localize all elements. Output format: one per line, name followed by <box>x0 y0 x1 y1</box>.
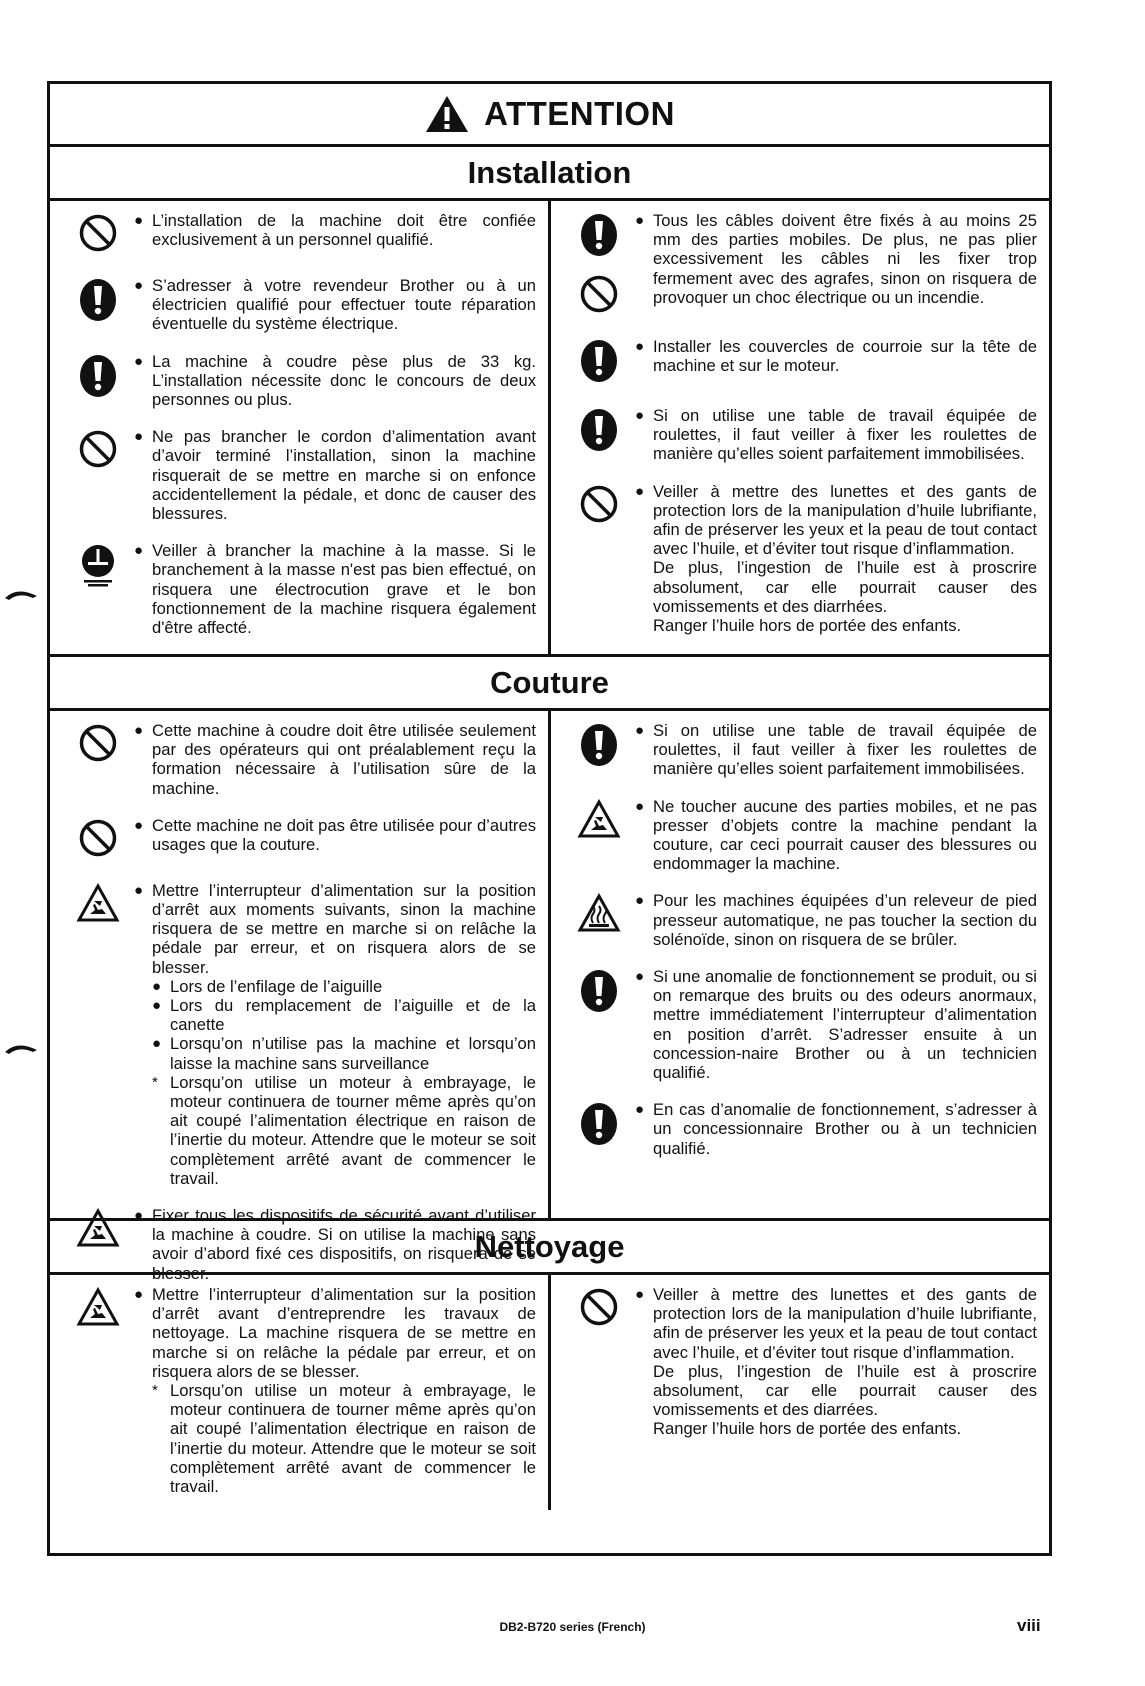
notice-body <box>134 881 536 1188</box>
safety-notice <box>563 337 1037 388</box>
prohibition-icon <box>78 429 118 474</box>
notice-text: S’adresser à votre revendeur Brother ou à un électricien qualifié pour effectuer toute réparation éventuelle du système électrique. <box>152 276 536 334</box>
notice-icons <box>563 337 635 388</box>
notice-extra-paragraph <box>635 1362 1037 1420</box>
notice-text: Lorsqu’on utilise un moteur à embrayage, le moteur continuera de tourner même après qu’on ait coupé l’alimentation électrique en raison de l’inertie du moteur. Attendre que le moteur se soit complètement arrêté avant de commencer le travail. <box>170 1381 536 1497</box>
nettoyage-title: Nettoyage <box>474 1228 625 1264</box>
installation-right-column <box>548 201 1049 654</box>
safety-notice <box>62 211 536 258</box>
bullet-marker: ● <box>134 542 144 560</box>
bullet-marker: ● <box>635 1101 645 1119</box>
notice-body <box>635 211 1037 307</box>
notice-body <box>134 1285 536 1496</box>
notice-body <box>635 337 1037 375</box>
notice-icons <box>62 211 134 258</box>
mandatory-action-icon <box>579 969 619 1018</box>
bullet-marker: ● <box>635 968 645 986</box>
bullet-marker: ● <box>635 338 645 355</box>
asterisk-note <box>134 1073 536 1188</box>
notice-body <box>635 1285 1037 1439</box>
prohibition-icon <box>78 213 118 258</box>
notice-text: Lors du remplacement de l’aiguille et de la canette <box>170 996 536 1035</box>
nettoyage-section <box>50 1275 1049 1510</box>
notice-paragraph <box>635 967 1037 1082</box>
notice-body <box>635 1100 1037 1158</box>
safety-notice <box>62 1285 536 1496</box>
attention-sheet <box>47 81 1052 1556</box>
notice-text: De plus, l’ingestion de l’huile est à proscrire absolument, car elle pourrait causer des vomissements et des diarrées. <box>653 1361 1037 1420</box>
bullet-marker: ● <box>635 482 645 500</box>
bullet-marker: ● <box>635 722 645 739</box>
notice-text: Veiller à mettre des lunettes et des gants de protection lors de la manipulation d’huile lubrifiante, afin de préserver les yeux et la peau de tout contact avec l’huile, et d’éviter tout risque d’inflammation. <box>653 481 1037 559</box>
notice-icons <box>62 721 134 768</box>
installation-left-column <box>50 201 548 654</box>
binding-mark-icon <box>3 586 39 602</box>
notice-body <box>635 797 1037 874</box>
mandatory-action-icon <box>579 339 619 388</box>
bullet-marker: ● <box>152 997 162 1015</box>
notice-text: De plus, l’ingestion de l’huile est à proscrire absolument, car elle pourrait causer des vomissements et des diarrhées. <box>653 558 1037 616</box>
indent-spacer <box>635 1419 653 1438</box>
notice-body <box>134 816 536 854</box>
safety-notice <box>563 1100 1037 1158</box>
notice-body <box>134 211 536 249</box>
bullet-marker: ● <box>635 797 645 815</box>
notice-body <box>635 967 1037 1082</box>
prohibition-icon <box>579 484 619 529</box>
nettoyage-right-column <box>548 1275 1049 1510</box>
safety-notice <box>62 881 536 1188</box>
notice-text: Tous les câbles doivent être fixés à au moins 25 mm des parties mobiles. De plus, ne pas plier excessivement les câbles ni les fixer trop fermement avec des agrafes, sinon on risquera de provoquer un choc électrique ou un incendie. <box>653 211 1037 307</box>
safety-notice <box>62 541 536 637</box>
notice-paragraph <box>635 482 1037 559</box>
notice-paragraph <box>134 881 536 977</box>
mandatory-action-icon <box>78 354 118 403</box>
installation-header <box>50 147 1049 201</box>
notice-paragraph <box>635 337 1037 375</box>
prohibition-icon <box>78 723 118 768</box>
bullet-marker: ● <box>134 277 144 294</box>
notice-extra-paragraph <box>635 616 1037 635</box>
notice-icons <box>563 482 635 529</box>
asterisk-marker: * <box>152 1382 158 1400</box>
notice-paragraph <box>635 1100 1037 1158</box>
sub-bullet-item <box>134 1034 536 1072</box>
safety-notice <box>62 276 536 334</box>
notice-body <box>134 721 536 798</box>
notice-icons <box>62 276 134 327</box>
notice-text: Veiller à mettre des lunettes et des gants de protection lors de la manipulation d’huile lubrifiante, afin de préserver les yeux et la peau de tout contact avec l’huile, et d’éviter tout risque d’inflammation. <box>653 1285 1037 1362</box>
indent-spacer <box>635 616 653 635</box>
hand-injury-warning-icon <box>577 799 621 844</box>
notice-text: Cette machine à coudre doit être utilisée seulement par des opérateurs qui ont préalablement reçu la formation nécessaire à l’utilisation sûre de la machine. <box>152 721 536 798</box>
notice-icons <box>62 352 134 403</box>
notice-text: Si on utilise une table de travail équipée de roulettes, il faut veiller à fixer les roulettes de manière qu’elles soient parfaitement immobilisées. <box>653 406 1037 464</box>
notice-paragraph <box>635 1285 1037 1362</box>
notice-icons <box>563 1285 635 1332</box>
notice-paragraph <box>635 891 1037 949</box>
safety-notice <box>563 406 1037 464</box>
notice-text: Lors de l’enfilage de l’aiguille <box>170 976 383 996</box>
safety-notice <box>62 721 536 798</box>
bullet-marker: ● <box>635 892 645 910</box>
notice-paragraph <box>134 816 536 854</box>
bullet-marker: ● <box>134 1286 144 1303</box>
notice-text: Ranger l’huile hors de portée des enfants. <box>653 1419 962 1439</box>
notice-text: Pour les machines équipées d’un releveur de pied presseur automatique, ne pas toucher la section du solénoïde, sinon on risquera de se brûler. <box>653 891 1037 949</box>
attention-title: ATTENTION <box>484 95 675 132</box>
warning-triangle-icon <box>424 94 470 134</box>
safety-notice <box>563 1285 1037 1439</box>
notice-paragraph <box>134 541 536 637</box>
installation-section <box>50 201 1049 657</box>
safety-notice <box>563 797 1037 874</box>
bullet-marker: ● <box>134 352 144 370</box>
hand-injury-warning-icon <box>76 1287 120 1332</box>
asterisk-note <box>134 1381 536 1496</box>
safety-notice <box>563 211 1037 319</box>
notice-icons <box>62 541 134 592</box>
notice-icons <box>563 797 635 844</box>
notice-paragraph <box>134 427 536 523</box>
notice-body <box>635 482 1037 636</box>
page-number: viii <box>1017 1616 1041 1635</box>
notice-text: Ranger l’huile hors de portée des enfants. <box>653 616 962 636</box>
notice-icons <box>563 1100 635 1151</box>
notice-paragraph <box>635 406 1037 464</box>
hot-surface-warning-icon <box>577 893 621 938</box>
notice-paragraph <box>134 352 536 410</box>
bullet-marker: ● <box>134 816 144 834</box>
bullet-marker: ● <box>152 977 162 995</box>
safety-notice <box>62 1206 536 1283</box>
bullet-marker: ● <box>635 212 645 229</box>
prohibition-icon <box>579 274 619 319</box>
notice-text: Mettre l’interrupteur d’alimentation sur la position d’arrêt avant d’entreprendre les travaux de nettoyage. La machine risquera de se mettre en marche si on relâche la pédale par erreur, et on risquera alors de se blesser. <box>152 1285 536 1381</box>
notice-text: Si une anomalie de fonctionnement se produit, ou si on remarque des bruits ou des odeurs anormaux, mettre immédiatement l’interrupteur d’alimentation en position d’arrêt. S’adresser ensuite à un concession-naire Brother ou à un technicien qualifié. <box>653 967 1037 1083</box>
notice-text: Cette machine ne doit pas être utilisée pour d’autres usages que la couture. <box>152 815 536 855</box>
notice-body <box>635 891 1037 949</box>
mandatory-action-icon <box>579 1102 619 1151</box>
notice-paragraph <box>134 1285 536 1381</box>
couture-header <box>50 657 1049 711</box>
notice-body <box>134 352 536 410</box>
safety-notice <box>563 721 1037 779</box>
bullet-marker: ● <box>134 212 144 229</box>
notice-text: Si on utilise une table de travail équipée de roulettes, il faut veiller à fixer les roulettes de manière qu’elles soient parfaitement immobilisées. <box>653 721 1037 779</box>
notice-extra-paragraph <box>635 558 1037 616</box>
couture-title: Couture <box>490 664 609 700</box>
prohibition-icon <box>78 818 118 863</box>
bullet-marker: ● <box>635 407 645 424</box>
notice-body <box>134 541 536 637</box>
bullet-marker: ● <box>134 1207 144 1225</box>
notice-body <box>635 406 1037 464</box>
notice-text: Ne pas brancher le cordon d’alimentation avant d’avoir terminé l’installation, sinon la machine risquerait de se mettre en marche si on enfonce accidentellement la pédale, et donc de causer des blessures. <box>152 427 536 524</box>
safety-notice <box>62 427 536 523</box>
mandatory-action-icon <box>579 408 619 457</box>
notice-paragraph <box>635 797 1037 874</box>
installation-title: Installation <box>467 154 632 190</box>
nettoyage-left-column <box>50 1275 548 1510</box>
notice-paragraph <box>635 211 1037 307</box>
notice-text: Fixer tous les dispositifs de sécurité avant d’utiliser la machine à coudre. Si on utilise la machine sans avoir d’abord fixé ces dispositifs, on risquera de se blesser. <box>152 1206 536 1283</box>
notice-text: Installer les couvercles de courroie sur la tête de machine et sur le moteur. <box>653 337 1037 376</box>
notice-body <box>635 721 1037 779</box>
notice-paragraph <box>134 276 536 334</box>
notice-paragraph <box>134 211 536 249</box>
document-code: DB2-B720 series (French) <box>499 1620 646 1634</box>
sub-bullet-item <box>134 996 536 1034</box>
attention-header <box>50 84 1049 147</box>
notice-paragraph <box>635 721 1037 779</box>
safety-notice <box>563 482 1037 636</box>
notice-paragraph <box>134 721 536 798</box>
mandatory-action-icon <box>78 278 118 327</box>
bullet-marker: ● <box>134 881 144 899</box>
prohibition-icon <box>579 1287 619 1332</box>
hand-injury-warning-icon <box>76 1208 120 1253</box>
notice-icons <box>563 967 635 1018</box>
notice-body <box>134 427 536 523</box>
bullet-marker: ● <box>134 722 144 739</box>
ground-icon <box>78 543 118 592</box>
notice-text: Ne toucher aucune des parties mobiles, et ne pas presser d’objets contre la machine pendant la couture, car ceci pourrait causer des blessures ou endommager la machine. <box>653 796 1037 874</box>
notice-text: Lorsqu’on n’utilise pas la machine et lorsqu’on laisse la machine sans surveillance <box>170 1034 536 1073</box>
notice-text: La machine à coudre pèse plus de 33 kg. L’installation nécessite donc le concours de deux personnes ou plus. <box>152 351 536 410</box>
notice-icons <box>62 816 134 863</box>
bullet-marker: ● <box>134 428 144 446</box>
mandatory-action-icon <box>579 723 619 772</box>
notice-text: Mettre l’interrupteur d’alimentation sur la position d’arrêt aux moments suivants, sinon la machine risquera de se mettre en marche si on relâche la pédale par erreur, et on risquera alors de se blesser. <box>152 880 536 977</box>
safety-notice <box>62 816 536 863</box>
couture-right-column <box>548 711 1049 1218</box>
indent-spacer <box>635 558 653 616</box>
safety-notice <box>563 967 1037 1082</box>
notice-text: En cas d’anomalie de fonctionnement, s’adresser à un concessionnaire Brother ou à un technicien qualifié. <box>653 1100 1037 1158</box>
asterisk-marker: * <box>152 1073 158 1091</box>
notice-icons <box>62 1206 134 1253</box>
indent-spacer <box>635 1362 653 1420</box>
notice-body <box>134 276 536 334</box>
notice-icons <box>563 721 635 772</box>
safety-notice <box>563 891 1037 949</box>
mandatory-action-icon <box>579 213 619 262</box>
safety-notice <box>62 352 536 410</box>
couture-left-column <box>50 711 548 1283</box>
binding-mark-icon <box>3 1040 39 1056</box>
notice-icons <box>62 881 134 928</box>
notice-icons <box>563 211 635 319</box>
notice-icons <box>563 406 635 457</box>
notice-text: Lorsqu’on utilise un moteur à embrayage, le moteur continuera de tourner même après qu’on ait coupé l’alimentation électrique en raison de l’inertie du moteur. Attendre que le moteur se soit complètement arrêté avant de commencer le travail. <box>170 1072 536 1188</box>
bullet-marker: ● <box>635 1286 645 1303</box>
notice-icons <box>563 891 635 938</box>
notice-icons <box>62 1285 134 1332</box>
notice-extra-paragraph <box>635 1419 1037 1438</box>
bullet-marker: ● <box>152 1035 162 1053</box>
notice-text: Veiller à brancher la machine à la masse. Si le branchement à la masse n'est pas bien effectué, on risquera une électrocution grave et le bon fonctionnement de la machine risquera également d'être affecté. <box>152 541 536 638</box>
notice-text: L’installation de la machine doit être confiée exclusivement à un personnel qualifié. <box>152 211 536 250</box>
hand-injury-warning-icon <box>76 883 120 928</box>
notice-icons <box>62 427 134 474</box>
sub-bullet-item <box>134 977 536 996</box>
